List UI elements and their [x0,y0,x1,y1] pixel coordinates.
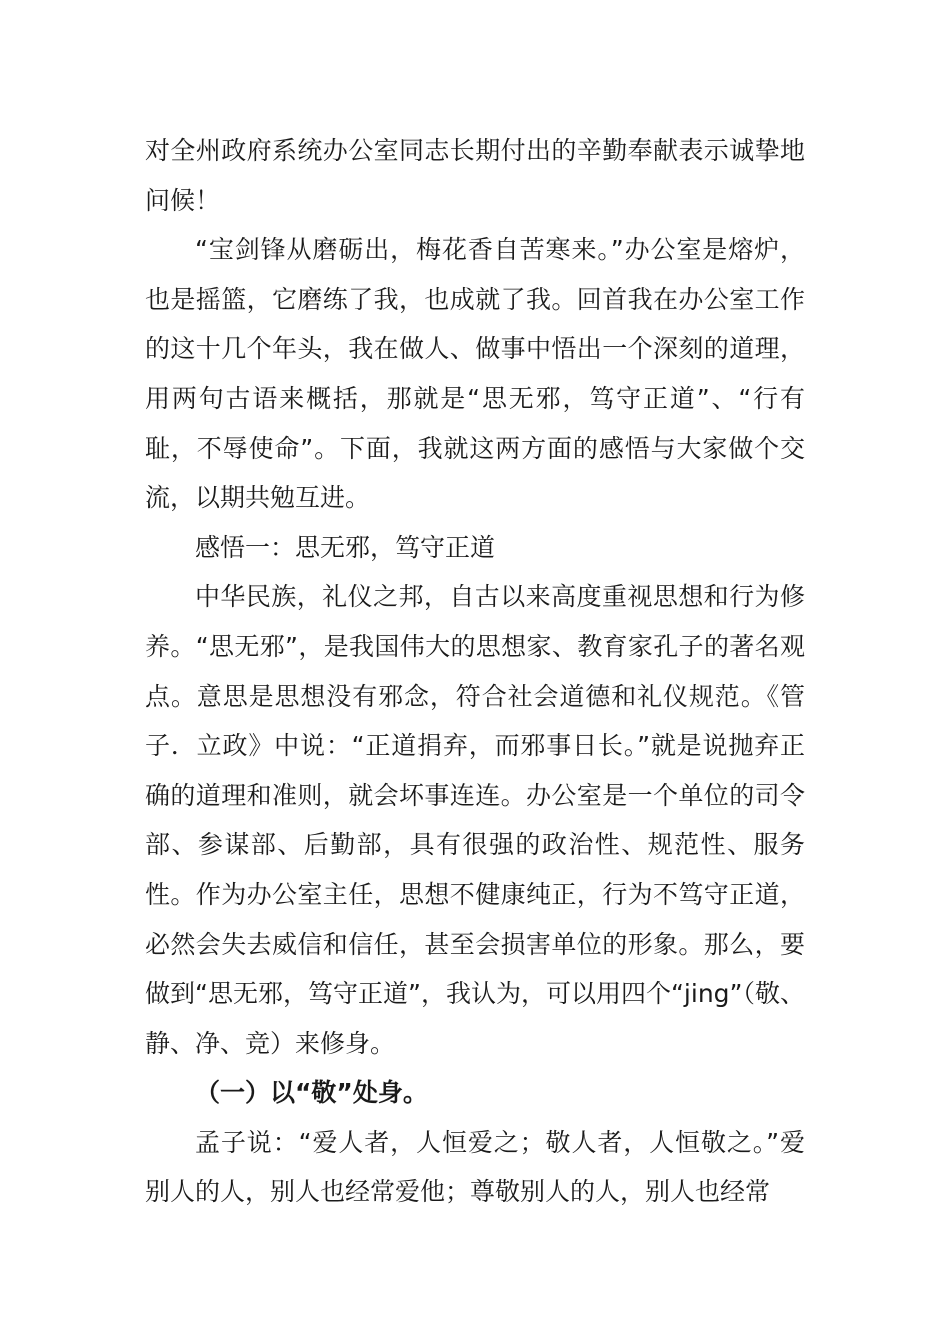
paragraph-closing-greeting: 对全州政府系统办公室同志长期付出的辛勤奉献表示诚挚地问候！ [145,136,805,215]
document-body [145,126,805,1217]
section-heading-insight-one: 感悟一：思无邪，笃守正道 [195,532,496,562]
paragraph-si-wu-xie: 中华民族，礼仪之邦，自古以来高度重视思想和行为修养。“思无邪”，是我国伟大的思想家、教育家孔子的著名观点。意思是思想没有邪念，符合社会道德和礼仪规范。《管子．立政》中说：“正道捐弃，而邪事日长。”就是说抛弃正确的道理和准则，就会坏事连连。办公室是一个单位的司令部、参谋部、后勤部，具有很强的政治性、规范性、服务性。作为办公室主任，思想不健康纯正，行为不笃守正道，必然会失去威信和信任，甚至会损害单位的形象。那么，要做到“思无邪，笃守正道”，我认为，可以用四个“jing”（敬、静、净、竞）来修身。 [145,582,805,1058]
subheading-jing-respect: （一）以“敬”处身。 [195,1078,428,1108]
paragraph-mencius-quote: 孟子说：“爱人者，人恒爱之；敬人者，人恒敬之。”爱别人的人，别人也经常爱他；尊敬别人的人，别人也经常 [145,1127,805,1207]
paragraph-introduction: “宝剑锋从磨砺出，梅花香自苦寒来。”办公室是熔炉，也是摇篮，它磨练了我，也成就了我。回首我在办公室工作的这十几个年头，我在做人、做事中悟出一个深刻的道理，用两句古语来概括，那就是“思无邪，笃守正道”、“行有耻，不辱使命”。下面，我就这两方面的感悟与大家做个交流，以期共勉互进。 [145,235,805,513]
